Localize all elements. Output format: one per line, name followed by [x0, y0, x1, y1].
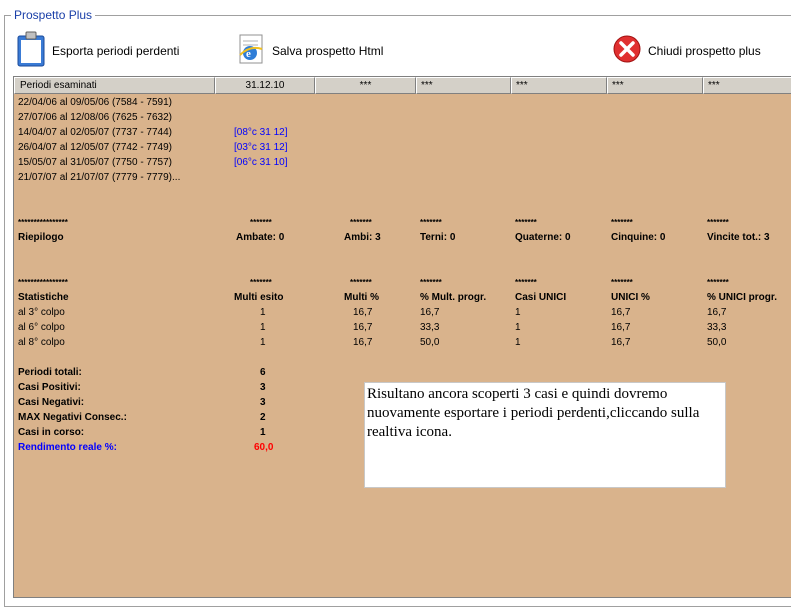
- header-periodi[interactable]: Periodi esaminati: [14, 77, 215, 94]
- export-label: Esporta periodi perdenti: [52, 43, 180, 58]
- period-value: [06°c 31 10]: [234, 157, 288, 168]
- stat-cell: 33,3: [420, 322, 440, 333]
- stat-cell: 1: [515, 337, 521, 348]
- stat-header: % Mult. progr.: [420, 292, 487, 303]
- terni-value: Terni: 0: [420, 232, 456, 243]
- stars-col: *******: [250, 218, 272, 227]
- ambi-value: Ambi: 3: [344, 232, 381, 243]
- rendimento-value: 60,0: [254, 442, 274, 453]
- stat-cell: 16,7: [611, 337, 631, 348]
- header-col7[interactable]: ***: [703, 77, 791, 94]
- results-grid[interactable]: [13, 76, 791, 598]
- save-label: Salva prospetto Html: [272, 43, 384, 58]
- stars-col: *******: [707, 218, 729, 227]
- table-row[interactable]: [14, 305, 791, 320]
- stars-col: *******: [350, 218, 372, 227]
- stat-cell: 1: [515, 307, 521, 318]
- totals-label: Casi Positivi:: [18, 382, 81, 393]
- stat-header-row[interactable]: [14, 290, 791, 305]
- stat-header: % UNICI progr.: [707, 292, 778, 303]
- totals-value: 3: [260, 397, 266, 408]
- stat-cell: 16,7: [353, 322, 373, 333]
- stars-col: *******: [250, 278, 272, 287]
- stat-cell: 16,7: [611, 322, 631, 333]
- stat-cell: 1: [260, 337, 266, 348]
- stars-separator: [14, 275, 791, 290]
- totals-label: Casi Negativi:: [18, 397, 85, 408]
- save-html-button[interactable]: [236, 33, 383, 68]
- table-row[interactable]: [14, 95, 791, 110]
- table-row[interactable]: [14, 170, 791, 185]
- grid-header: [14, 77, 791, 94]
- stat-cell: 16,7: [420, 307, 440, 318]
- stars-col: *******: [420, 278, 442, 287]
- clipboard-icon: [16, 31, 46, 70]
- stat-cell: 50,0: [420, 337, 440, 348]
- stars-separator: [14, 215, 791, 230]
- header-col4[interactable]: ***: [416, 77, 511, 94]
- close-prospetto-button[interactable]: [612, 34, 761, 67]
- riepilogo-row[interactable]: [14, 230, 791, 245]
- group-title: Prospetto Plus: [11, 9, 95, 22]
- rendimento-label: Rendimento reale %:: [18, 442, 117, 453]
- header-col6[interactable]: ***: [607, 77, 703, 94]
- stars-col: *******: [611, 218, 633, 227]
- totals-label: MAX Negativi Consec.:: [18, 412, 127, 423]
- ambate-value: Ambate: 0: [236, 232, 285, 243]
- table-row[interactable]: [14, 140, 791, 155]
- stat-cell: 16,7: [353, 307, 373, 318]
- totals-value: 6: [260, 367, 266, 378]
- stat-header: Multi %: [344, 292, 379, 303]
- stat-header: Multi esito: [234, 292, 284, 303]
- export-losing-periods-button[interactable]: [16, 31, 179, 70]
- close-label: Chiudi prospetto plus: [648, 43, 761, 58]
- quaterne-value: Quaterne: 0: [515, 232, 571, 243]
- totals-value: 3: [260, 382, 266, 393]
- table-row[interactable]: [14, 155, 791, 170]
- header-date[interactable]: 31.12.10: [215, 77, 315, 94]
- stat-cell: 16,7: [707, 307, 727, 318]
- stat-cell: 50,0: [707, 337, 727, 348]
- table-row[interactable]: [14, 320, 791, 335]
- html-browser-icon: [236, 33, 266, 68]
- stat-header: Casi UNICI: [515, 292, 567, 303]
- totals-label: Periodi totali:: [18, 367, 82, 378]
- totals-value: 1: [260, 427, 266, 438]
- svg-text:e: e: [246, 48, 251, 60]
- table-row[interactable]: [14, 125, 791, 140]
- stars-label: ****************: [18, 218, 68, 227]
- annotation-note: Risultano ancora scoperti 3 casi e quindi dovremo nuovamente esportare i periodi perdenti,cliccando sulla realtiva icona.: [364, 382, 726, 488]
- vincite-value: Vincite tot.: 3: [707, 232, 770, 243]
- period-label: 22/04/06 al 09/05/06 (7584 - 7591): [18, 97, 173, 108]
- stat-cell: al 6° colpo: [18, 322, 65, 333]
- stat-header: Statistiche: [18, 292, 69, 303]
- stars-col: *******: [515, 218, 537, 227]
- totals-row[interactable]: [14, 365, 791, 380]
- stars-col: *******: [515, 278, 537, 287]
- stat-cell: 1: [260, 307, 266, 318]
- stat-header: UNICI %: [611, 292, 650, 303]
- stars-col: *******: [350, 278, 372, 287]
- table-row[interactable]: [14, 335, 791, 350]
- stars-col: *******: [420, 218, 442, 227]
- stars-col: *******: [707, 278, 729, 287]
- period-value: [08°c 31 12]: [234, 127, 288, 138]
- table-row[interactable]: [14, 110, 791, 125]
- stars-col: *******: [611, 278, 633, 287]
- cinquine-value: Cinquine: 0: [611, 232, 666, 243]
- period-label: 21/07/07 al 21/07/07 (7779 - 7779)...: [18, 172, 181, 183]
- close-icon: [612, 34, 642, 67]
- period-label: 15/05/07 al 31/05/07 (7750 - 7757): [18, 157, 173, 168]
- stat-cell: 1: [260, 322, 266, 333]
- totals-value: 2: [260, 412, 266, 423]
- header-col3[interactable]: ***: [315, 77, 416, 94]
- period-label: 26/04/07 al 12/05/07 (7742 - 7749): [18, 142, 173, 153]
- stat-cell: 16,7: [611, 307, 631, 318]
- stat-cell: al 3° colpo: [18, 307, 65, 318]
- riepilogo-label: Riepilogo: [18, 232, 64, 243]
- stat-cell: 16,7: [353, 337, 373, 348]
- period-label: 14/04/07 al 02/05/07 (7737 - 7744): [18, 127, 173, 138]
- stat-cell: al 8° colpo: [18, 337, 65, 348]
- stat-cell: 1: [515, 322, 521, 333]
- period-value: [03°c 31 12]: [234, 142, 288, 153]
- totals-label: Casi in corso:: [18, 427, 85, 438]
- stat-cell: 33,3: [707, 322, 727, 333]
- stars-label: ****************: [18, 278, 68, 287]
- period-label: 27/07/06 al 12/08/06 (7625 - 7632): [18, 112, 173, 123]
- header-col5[interactable]: ***: [511, 77, 607, 94]
